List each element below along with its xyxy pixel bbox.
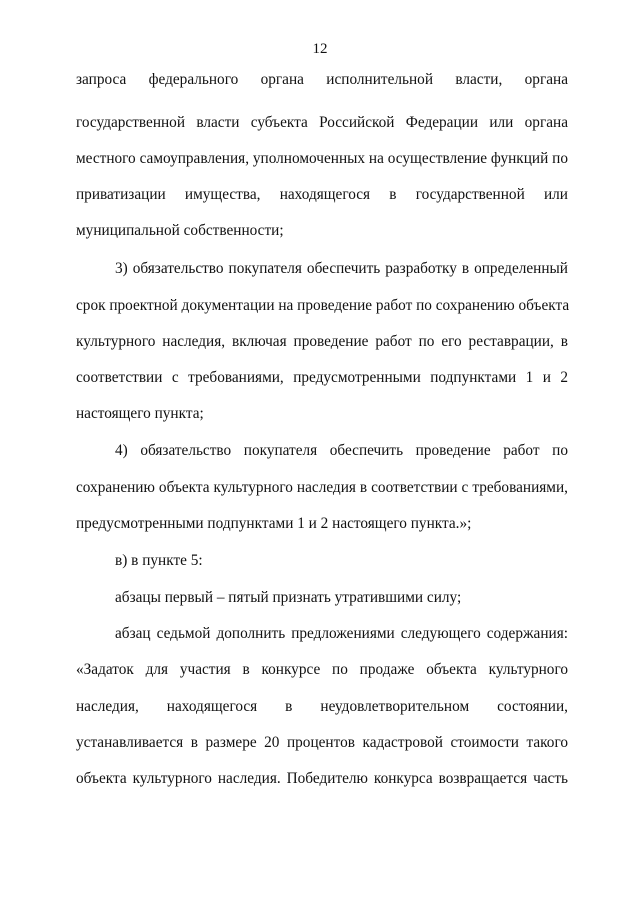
- text-line: государственной власти субъекта Российской Федерации или органа: [76, 114, 568, 131]
- text-line: приватизации имущества, находящегося в государственной или: [76, 186, 568, 203]
- page-number: 12: [312, 41, 328, 57]
- text-line: устанавливается в размере 20 процентов кадастровой стоимости такого: [76, 734, 568, 751]
- text-line: муниципальной собственности;: [76, 222, 284, 239]
- text-line: 4) обязательство покупателя обеспечить проведение работ по: [115, 442, 568, 459]
- text-line: срок проектной документации на проведение работ по сохранению объекта: [76, 297, 570, 314]
- text-line: «Задаток для участия в конкурсе по продаже объекта культурного: [76, 661, 568, 678]
- text-line: предусмотренными подпунктами 1 и 2 настоящего пункта.»;: [76, 515, 472, 532]
- text-line: абзац седьмой дополнить предложениями следующего содержания:: [115, 625, 568, 642]
- text-line: запроса федерального органа исполнительной власти, органа: [76, 71, 568, 88]
- text-line: 3) обязательство покупателя обеспечить разработку в определенный: [115, 260, 568, 277]
- text-line: сохранению объекта культурного наследия в соответствии с требованиями,: [76, 479, 568, 496]
- text-line: соответствии с требованиями, предусмотренными подпунктами 1 и 2: [76, 369, 568, 386]
- text-line: объекта культурного наследия. Победителю конкурса возвращается часть: [76, 770, 568, 787]
- text-line: местного самоуправления, уполномоченных на осуществление функций по: [76, 150, 568, 167]
- text-line: культурного наследия, включая проведение работ по его реставрации, в: [76, 333, 568, 350]
- text-line: в) в пункте 5:: [115, 552, 203, 569]
- text-line: наследия, находящегося в неудовлетворительном состоянии,: [76, 698, 568, 715]
- text-line: настоящего пункта;: [76, 405, 204, 422]
- text-line: абзацы первый – пятый признать утратившими силу;: [115, 589, 462, 606]
